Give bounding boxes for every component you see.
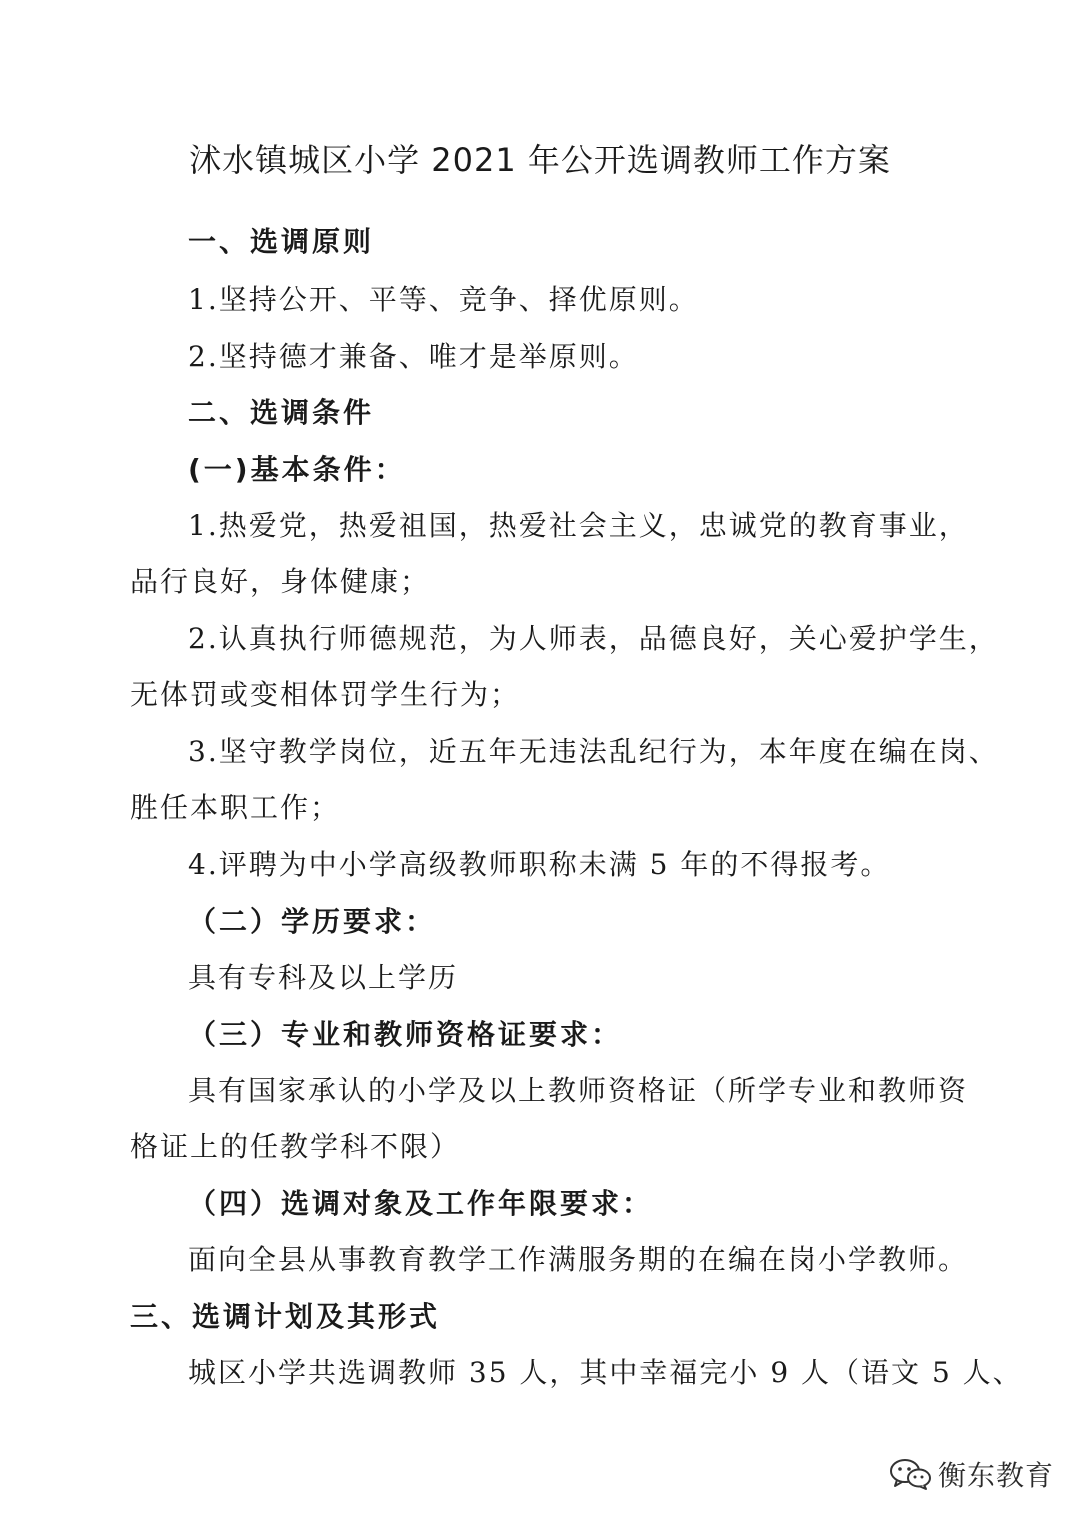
paragraph: 格证上的任教学科不限） xyxy=(130,1130,461,1163)
paragraph: 2.认真执行师德规范，为人师表，品德良好，关心爱护学生， xyxy=(188,622,999,655)
paragraph: 胜任本职工作； xyxy=(130,791,341,824)
section-heading-plan: 三、选调计划及其形式 xyxy=(130,1300,441,1333)
section-heading-conditions: 二、选调条件 xyxy=(188,396,375,429)
watermark xyxy=(888,1454,1054,1494)
paragraph: 面向全县从事教育教学工作满服务期的在编在岗小学教师。 xyxy=(188,1243,969,1276)
paragraph: 具有国家承认的小学及以上教师资格证（所学专业和教师资 xyxy=(188,1074,969,1107)
document-title: 沭水镇城区小学 2021 年公开选调教师工作方案 xyxy=(189,141,891,179)
subsection-heading-basic: (一)基本条件： xyxy=(188,453,406,486)
subsection-heading-target: （四）选调对象及工作年限要求： xyxy=(188,1187,654,1220)
paragraph: 城区小学共选调教师 35 人，其中幸福完小 9 人（语文 5 人、 xyxy=(188,1356,1023,1389)
section-heading-principles: 一、选调原则 xyxy=(188,225,375,258)
paragraph: 2.坚持德才兼备、唯才是举原则。 xyxy=(188,340,639,373)
paragraph: 1.热爱党，热爱祖国，热爱社会主义，忠诚党的教育事业， xyxy=(188,509,969,542)
paragraph: 无体罚或变相体罚学生行为； xyxy=(130,678,521,711)
paragraph: 4.评聘为中小学高级教师职称未满 5 年的不得报考。 xyxy=(188,848,891,881)
subsection-heading-education: （二）学历要求： xyxy=(188,905,437,938)
subsection-heading-certificate: （三）专业和教师资格证要求： xyxy=(188,1018,623,1051)
paragraph: 具有专科及以上学历 xyxy=(188,961,459,994)
paragraph: 3.坚守教学岗位，近五年无违法乱纪行为，本年度在编在岗、 xyxy=(188,735,999,768)
wechat-icon xyxy=(888,1457,932,1491)
paragraph: 品行良好，身体健康； xyxy=(130,565,431,598)
watermark-text: 衡东教育 xyxy=(938,1459,1055,1492)
paragraph: 1.坚持公开、平等、竞争、择优原则。 xyxy=(188,283,699,316)
